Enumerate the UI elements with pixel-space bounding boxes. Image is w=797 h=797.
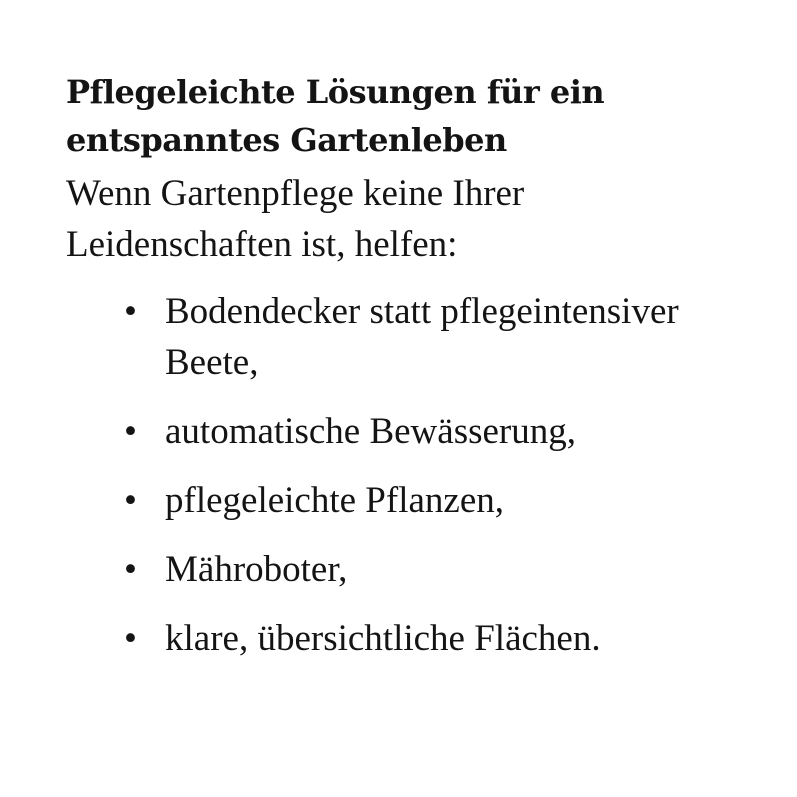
bullet-icon: •: [124, 618, 137, 659]
article-content: [66, 68, 756, 682]
list-item-text: automatische Bewässerung,: [165, 411, 576, 452]
bullet-icon: •: [124, 549, 137, 590]
list-item: [66, 475, 756, 526]
bullet-icon: •: [124, 411, 137, 452]
list-item: [66, 286, 756, 388]
list-item: [66, 406, 756, 457]
bullet-icon: •: [124, 291, 137, 332]
list-item: [66, 613, 756, 664]
list-item-text: klare, übersichtliche Flächen.: [165, 618, 601, 659]
bullet-icon: •: [124, 480, 137, 521]
list-item: [66, 544, 756, 595]
page-title: Pflegeleichte Lösungen für ein entspanntes Gartenleben: [66, 73, 605, 159]
list-item-text: Bodendecker statt pflegeintensiver Beete,: [165, 291, 679, 383]
list-item-text: pflegeleichte Pflanzen,: [165, 480, 504, 521]
list-item-text: Mähroboter,: [165, 549, 348, 590]
intro-paragraph: Wenn Gartenpflege keine Ihrer Leidenschaften ist, helfen:: [66, 173, 525, 265]
tips-list: [66, 286, 756, 664]
